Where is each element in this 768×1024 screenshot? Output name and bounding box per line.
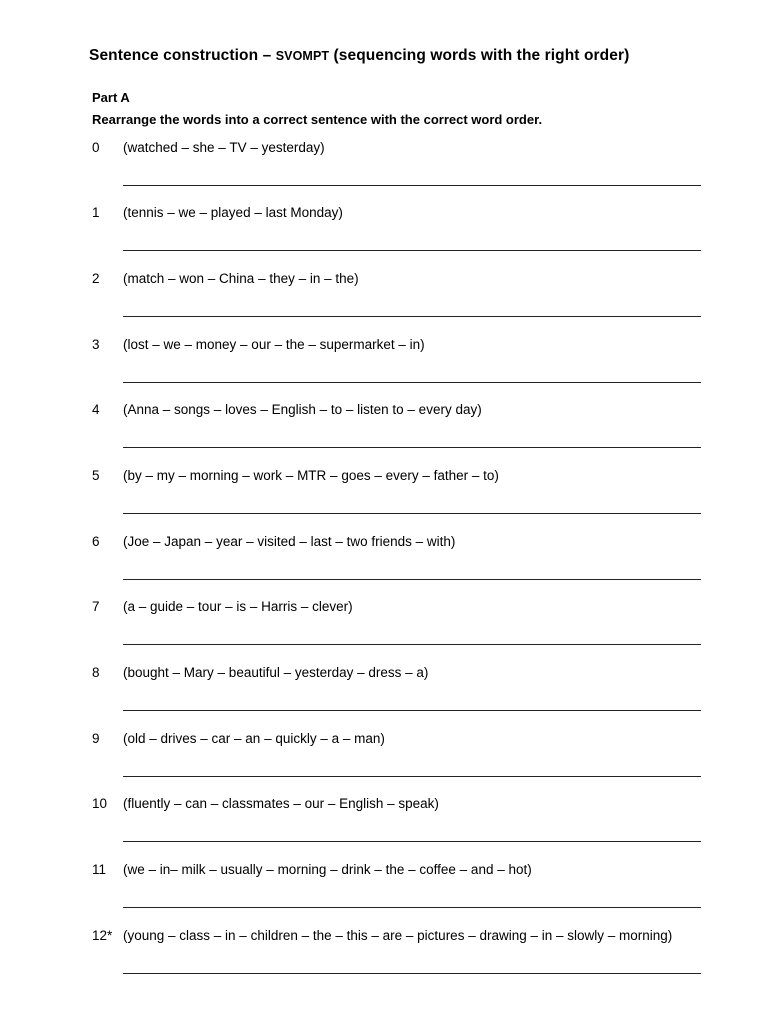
question-number: 0: [92, 140, 100, 155]
question-5: [0, 468, 768, 532]
answer-line[interactable]: [123, 250, 701, 251]
answer-line[interactable]: [123, 776, 701, 777]
answer-line[interactable]: [123, 185, 701, 186]
question-words: (bought – Mary – beautiful – yesterday – dress – a): [123, 665, 429, 680]
answer-line[interactable]: [123, 907, 701, 908]
question-number: 10: [92, 796, 108, 811]
answer-line[interactable]: [123, 644, 701, 645]
answer-line[interactable]: [123, 447, 701, 448]
question-8: [0, 665, 768, 729]
question-1: [0, 205, 768, 269]
question-6: [0, 534, 768, 598]
question-words: (by – my – morning – work – MTR – goes – every – father – to): [123, 468, 499, 483]
answer-line[interactable]: [123, 973, 701, 974]
question-words: (match – won – China – they – in – the): [123, 271, 359, 286]
question-4: [0, 402, 768, 466]
answer-line[interactable]: [123, 316, 701, 317]
question-words: (lost – we – money – our – the – supermarket – in): [123, 337, 425, 352]
title-acronym: SVOMPT: [275, 49, 330, 63]
question-12: [0, 928, 768, 992]
question-words: (we – in– milk – usually – morning – drink – the – coffee – and – hot): [123, 862, 532, 877]
question-3: [0, 337, 768, 401]
question-number: 12*: [92, 928, 113, 943]
question-number: 7: [92, 599, 100, 614]
question-words: (Joe – Japan – year – visited – last – two friends – with): [123, 534, 456, 549]
answer-line[interactable]: [123, 513, 701, 514]
question-9: [0, 731, 768, 795]
answer-line[interactable]: [123, 841, 701, 842]
question-2: [0, 271, 768, 335]
question-words: (watched – she – TV – yesterday): [123, 140, 325, 155]
question-number: 9: [92, 731, 100, 746]
question-number: 8: [92, 665, 100, 680]
answer-line[interactable]: [123, 710, 701, 711]
question-words: (fluently – can – classmates – our – English – speak): [123, 796, 439, 811]
worksheet-title: [89, 47, 629, 65]
answer-line[interactable]: [123, 579, 701, 580]
question-0: [0, 140, 768, 204]
question-10: [0, 796, 768, 860]
question-words: (tennis – we – played – last Monday): [123, 205, 343, 220]
part-heading: Part A: [92, 90, 130, 105]
question-11: [0, 862, 768, 926]
question-7: [0, 599, 768, 663]
question-words: (Anna – songs – loves – English – to – listen to – every day): [123, 402, 482, 417]
title-main: Sentence construction –: [89, 47, 276, 64]
question-words: (young – class – in – children – the – this – are – pictures – drawing – in – slowly – morning): [123, 928, 673, 943]
question-number: 3: [92, 337, 100, 352]
question-number: 2: [92, 271, 100, 286]
question-number: 11: [92, 862, 107, 877]
question-number: 5: [92, 468, 100, 483]
instruction-text: Rearrange the words into a correct sentence with the correct word order.: [92, 112, 543, 127]
title-subtitle: (sequencing words with the right order): [329, 47, 630, 64]
answer-line[interactable]: [123, 382, 701, 383]
question-words: (a – guide – tour – is – Harris – clever): [123, 599, 353, 614]
question-words: (old – drives – car – an – quickly – a – man): [123, 731, 385, 746]
question-number: 6: [92, 534, 100, 549]
question-number: 4: [92, 402, 100, 417]
question-number: 1: [92, 205, 100, 220]
